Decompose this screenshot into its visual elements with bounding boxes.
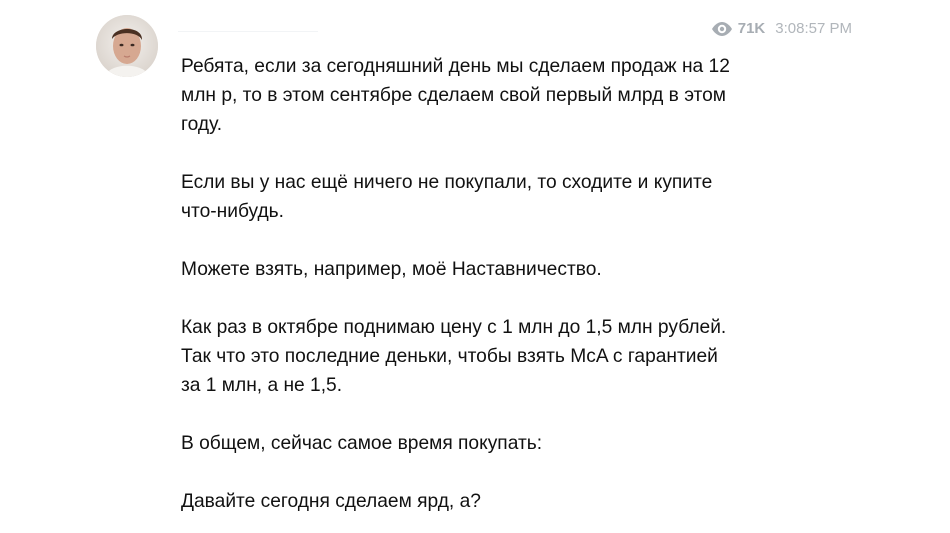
message-time: 3:08:57 PM bbox=[775, 20, 852, 37]
views-counter bbox=[711, 20, 766, 37]
avatar-image bbox=[96, 15, 158, 77]
text-line: что-нибудь. bbox=[181, 201, 284, 222]
paragraph-2 bbox=[181, 168, 801, 226]
text-line: Если вы у нас ещё ничего не покупали, то сходите и купите bbox=[181, 172, 713, 193]
text-line: Давайте сегодня сделаем ярд, а? bbox=[181, 491, 481, 512]
text-line: Можете взять, например, моё Наставничество. bbox=[181, 259, 602, 280]
paragraph-6 bbox=[181, 487, 801, 516]
text-line: В общем, сейчас самое время покупать: bbox=[181, 433, 543, 454]
avatar[interactable] bbox=[96, 15, 158, 77]
message-meta bbox=[711, 20, 852, 37]
separator-line bbox=[178, 31, 318, 32]
text-line: Как раз в октябре поднимаю цену с 1 млн до 1,5 млн рублей. bbox=[181, 317, 727, 338]
paragraph-5 bbox=[181, 429, 801, 458]
message-text bbox=[181, 52, 801, 516]
paragraph-3 bbox=[181, 255, 801, 284]
views-count: 71K bbox=[737, 20, 766, 37]
text-line: за 1 млн, а не 1,5. bbox=[181, 375, 343, 396]
eye-icon bbox=[711, 21, 733, 37]
text-line: году. bbox=[181, 114, 223, 135]
paragraph-4 bbox=[181, 313, 801, 400]
text-line: Так что это последние деньки, чтобы взять McA с гарантией bbox=[181, 346, 718, 367]
text-line: Ребята, если за сегодняшний день мы сделаем продаж на 12 bbox=[181, 56, 730, 77]
paragraph-1 bbox=[181, 52, 801, 139]
text-line: млн р, то в этом сентябре сделаем свой первый млрд в этом bbox=[181, 85, 726, 106]
